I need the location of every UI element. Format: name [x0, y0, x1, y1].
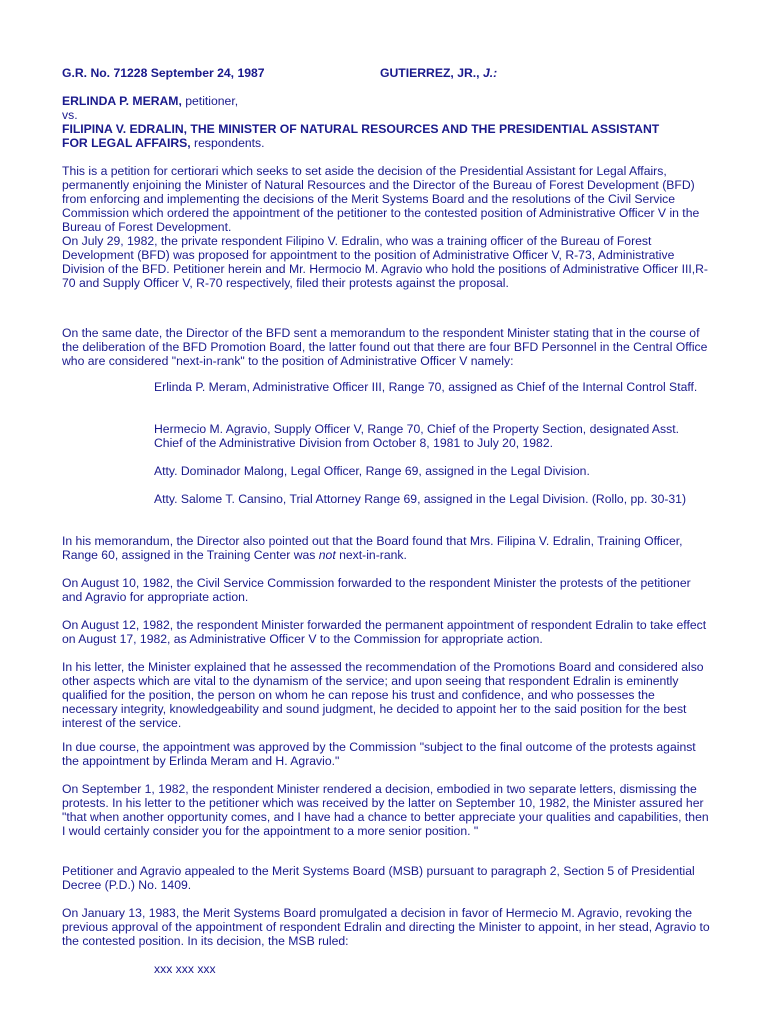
paragraph-4: [62, 534, 712, 562]
quote-ellipsis: xxx xxx xxx: [154, 962, 216, 976]
paragraph-5: On August 10, 1982, the Civil Service Commission forwarded to the respondent Minister the protests of the petitioner and Agravio for appropriate action.: [62, 576, 691, 604]
paragraph-10: Petitioner and Agravio appealed to the Merit Systems Board (MSB) pursuant to paragraph 2, Section 5 of Presidential Decree (P.D.) No. 1409.: [62, 864, 695, 892]
petitioner-name: ERLINDA P. MERAM,: [62, 94, 182, 108]
paragraph-7: In his letter, the Minister explained that he assessed the recommendation of the Promotions Board and considered also other aspects which are vital to the dynamism of the service; and upon seeing that respondent Edralin is eminently qualified for the position, the person on whom he can repose his trust and confidence, and who possesses the necessary integrity, knowledgeability and sound judgment, he decided to appoint her to the said position for the best interest of the service.: [62, 660, 704, 730]
judge-suffix: J.:: [482, 66, 498, 80]
respondents-line: [62, 122, 662, 150]
petitioner-role: petitioner,: [181, 94, 239, 108]
judge-name: GUTIERREZ, JR.,: [380, 66, 480, 80]
ponente: [380, 66, 497, 80]
paragraph-8: In due course, the appointment was approved by the Commission "subject to the final outcome of the protests against the appointment by Erlinda Meram and H. Agravio.": [62, 740, 696, 768]
quote-item-2: Hermecio M. Agravio, Supply Officer V, Range 70, Chief of the Property Section, designated Asst. Chief of the Administrative Division from October 8, 1981 to July 20, 1982.: [154, 422, 680, 450]
paragraph-2: On July 29, 1982, the private respondent Filipino V. Edralin, who was a training officer of the Bureau of Forest Development (BFD) was proposed for appointment to the position of Administrative Officer V, R-73, Administrative Division of the BFD. Petitioner herein and Mr. Hermocio M. Agravio who hold the positions of Administrative Officer III,R-70 and Supply Officer V, R-70 respectively, filed their protests against the proposal.: [62, 234, 708, 290]
paragraph-4-emphasis: not: [318, 548, 336, 562]
respondents-names: FILIPINA V. EDRALIN, THE MINISTER OF NATURAL RESOURCES AND THE PRESIDENTIAL ASSISTANT FOR LEGAL AFFAIRS,: [62, 122, 660, 150]
quote-item-4: Atty. Salome T. Cansino, Trial Attorney Range 69, assigned in the Legal Division. (Rollo, pp. 30-31): [154, 492, 687, 506]
quote-item-1: Erlinda P. Meram, Administrative Officer III, Range 70, assigned as Chief of the Internal Control Staff.: [154, 380, 698, 394]
paragraph-6: On August 12, 1982, the respondent Minister forwarded the permanent appointment of respondent Edralin to take effect on August 17, 1982, as Administrative Officer V to the Commission for appropriate action.: [62, 618, 707, 646]
paragraph-11: On January 13, 1983, the Merit Systems Board promulgated a decision in favor of Hermecio M. Agravio, revoking the previous approval of the appointment of respondent Edralin and directing the Minister to appoint, in her stead, Agravio to the contested position. In its decision, the MSB ruled:: [62, 906, 710, 948]
case-number: G.R. No. 71228 September 24, 1987: [62, 66, 265, 80]
respondents-role: respondents.: [190, 136, 265, 150]
paragraph-1: This is a petition for certiorari which seeks to set aside the decision of the Presidential Assistant for Legal Affairs, permanently enjoining the Minister of Natural Resources and the Director of the Bureau of Forest Development (BFD) from enforcing and implementing the decisions of the Merit Systems Board and the resolutions of the Civil Service Commission which ordered the appointment of the petitioner to the contested position of Administrative Officer V in the Bureau of Forest Development.: [62, 164, 700, 234]
paragraph-3: On the same date, the Director of the BFD sent a memorandum to the respondent Minister stating that in the course of the deliberation of the BFD Promotion Board, the latter found out that there are four BFD Personnel in the Central Office who are considered "next-in-rank" to the position of Administrative Officer V namely:: [62, 326, 708, 368]
petitioner-line: [62, 94, 712, 108]
paragraph-4-text-a: In his memorandum, the Director also pointed out that the Board found that Mrs. Filipina V. Edralin, Training Officer, Range 60, assigned in the Training Center was: [62, 534, 683, 562]
quote-item-3: Atty. Dominador Malong, Legal Officer, Range 69, assigned in the Legal Division.: [154, 464, 590, 478]
paragraph-9: On September 1, 1982, the respondent Minister rendered a decision, embodied in two separate letters, dismissing the protests. In his letter to the petitioner which was received by the latter on September 10, 1982, the Minister assured her "that when another opportunity comes, and I have had a chance to better appreciate your qualities and capabilities, then I would certainly consider you for the appointment to a more senior position. ": [62, 782, 709, 838]
paragraph-4-text-b: next-in-rank.: [335, 548, 407, 562]
case-header: [62, 66, 498, 80]
versus: vs.: [62, 108, 78, 122]
